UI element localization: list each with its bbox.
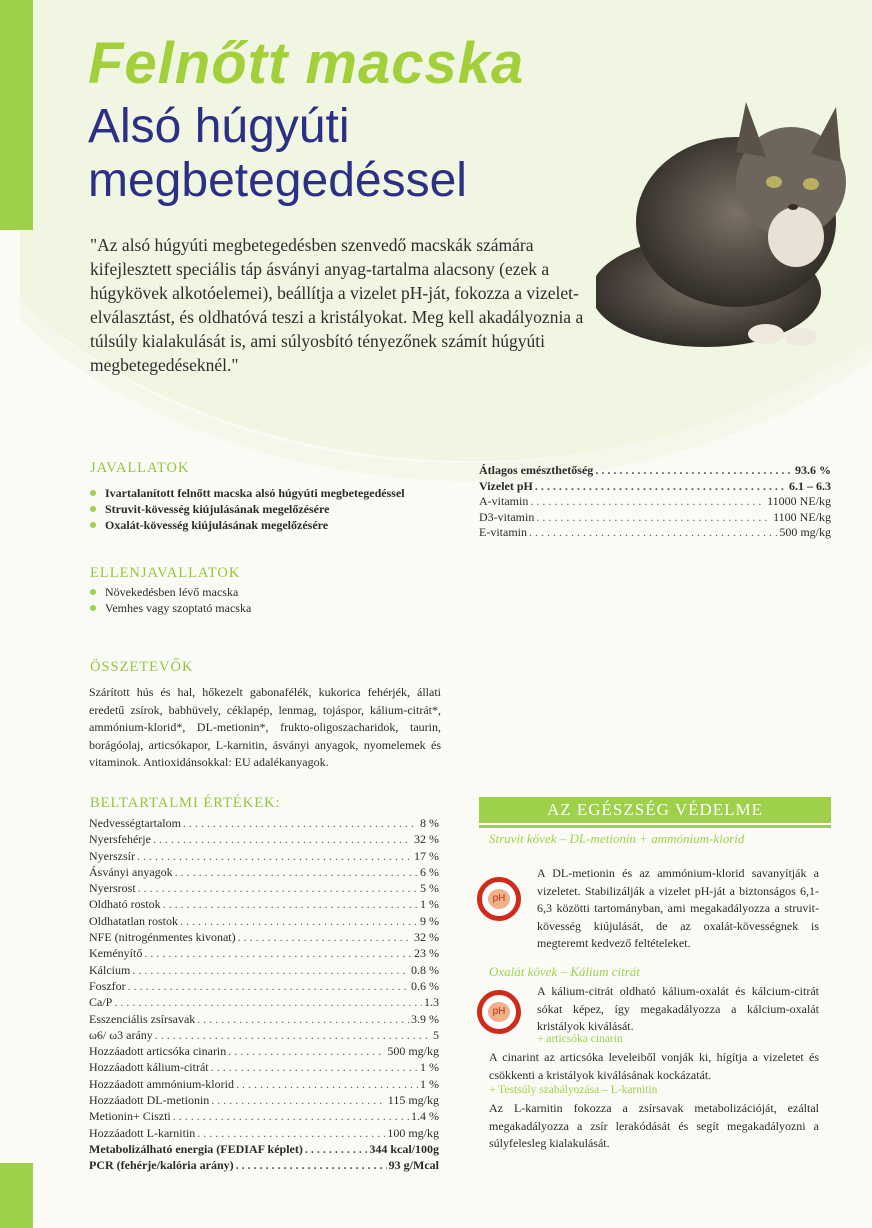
row-label: Hozzáadott L-karnitin bbox=[89, 1125, 196, 1140]
dot-leader bbox=[197, 1011, 409, 1027]
cat-photo bbox=[596, 62, 872, 362]
table-row bbox=[479, 479, 831, 495]
box-text4: Az L-karnitin fokozza a zsírsavak metabolizációját, ezáltal megakadályozza a zsír lerakódását és segít megakadályozni a súlyfelesleg kialakulását. bbox=[489, 1101, 819, 1150]
table-row bbox=[89, 880, 439, 896]
row-value: 11000 NE/kg bbox=[767, 494, 831, 508]
intro-quote: "Az alsó húgyúti megbetegedésben szenvedő macskák számára kifejlesztett speciális táp ásványi anyag-tartalma alacsony (ezek a húgykövek alkotóelemei), beállítja a vizelet pH-ját, fokozza a vizelet-elválasztást, és oldhatóvá teszi a kristályokat. Meg kell akadályoznia a túlsúly kialakulását is, ami súlyosbító tényezőnek számít húgyúti megbetegedéseknél." bbox=[90, 235, 584, 375]
list-item: Oxalát-kövesség kiújulásának megelőzésére bbox=[89, 517, 449, 533]
left-accent-bar-bottom bbox=[0, 1163, 33, 1228]
row-value: 9 % bbox=[420, 913, 439, 928]
jav-heading: JAVALLATOK bbox=[90, 460, 190, 476]
list-item: Struvit-kövesség kiújulásának megelőzésére bbox=[89, 501, 449, 517]
box-sub1: Struvit kövek – DL-metionin + ammónium-klorid bbox=[489, 831, 745, 846]
row-value: 3.9 % bbox=[411, 1011, 439, 1026]
table-row bbox=[89, 1011, 439, 1027]
dot-leader bbox=[197, 1125, 385, 1141]
table-row bbox=[89, 929, 439, 945]
table-row bbox=[89, 962, 439, 978]
dot-leader bbox=[137, 848, 412, 864]
dot-leader bbox=[536, 510, 771, 526]
rates-list bbox=[479, 463, 831, 541]
table-row bbox=[89, 864, 439, 880]
dot-leader bbox=[173, 1108, 409, 1124]
dot-leader bbox=[132, 962, 409, 978]
row-label: ω6/ ω3 arány bbox=[89, 1027, 153, 1042]
ph-icon: pH bbox=[477, 990, 521, 1034]
dot-leader bbox=[175, 864, 418, 880]
box-text2: A kálium-citrát oldható kálium-oxalát és kálcium-citrát sókat képez, így megakadályozza a kálcium-oxalát kristályok kiválását. bbox=[537, 984, 819, 1033]
table-row bbox=[89, 1076, 439, 1092]
ph-icon: pH bbox=[477, 877, 521, 921]
row-value: 32 % bbox=[414, 832, 439, 847]
dot-leader bbox=[211, 1092, 385, 1108]
row-value: 344 kcal/100g bbox=[369, 1141, 439, 1156]
row-label: PCR (fehérje/kalória arány) bbox=[89, 1158, 234, 1173]
dot-leader bbox=[183, 815, 418, 831]
dot-leader bbox=[228, 1043, 385, 1059]
row-value: 1 % bbox=[420, 897, 439, 912]
row-value: 32 % bbox=[414, 930, 439, 945]
row-value: 5 bbox=[433, 1027, 439, 1042]
row-label: E-vitamin bbox=[479, 525, 527, 539]
row-value: 93 g/Mcal bbox=[388, 1158, 439, 1173]
row-value: 0.8 % bbox=[411, 962, 439, 977]
dot-leader bbox=[211, 1059, 418, 1075]
row-label: Ca/P bbox=[89, 995, 113, 1010]
row-value: 8 % bbox=[420, 816, 439, 830]
divider bbox=[479, 825, 831, 828]
dot-leader bbox=[153, 831, 412, 847]
box-plus1: + articsóka cinarin bbox=[537, 1033, 623, 1045]
dot-leader bbox=[535, 479, 787, 495]
row-value: 5 % bbox=[420, 881, 439, 896]
dot-leader bbox=[138, 880, 418, 896]
row-value: 6 % bbox=[420, 864, 439, 879]
row-value: 1.3 bbox=[424, 995, 439, 1010]
table-row bbox=[89, 1108, 439, 1124]
dot-leader bbox=[529, 525, 777, 541]
table-row bbox=[89, 978, 439, 994]
row-label: Metabolizálható energia (FEDIAF képlet) bbox=[89, 1141, 303, 1156]
dot-leader bbox=[305, 1141, 367, 1157]
row-value: 1 % bbox=[420, 1076, 439, 1091]
row-label: Foszfor bbox=[89, 978, 126, 993]
ellen-list bbox=[89, 584, 449, 616]
row-label: Oldhatatlan rostok bbox=[89, 913, 178, 928]
row-value: 17 % bbox=[414, 848, 439, 863]
page-subtitle: Alsó húgyúti megbetegedéssel bbox=[88, 100, 467, 207]
ossz-text: Szárított hús és hal, hőkezelt gabonafélék, kukorica fehérjék, állati eredetű zsírok, babhüvely, céklapép, lenmag, tojáspor, kálium-citrát*, ammónium-klorid*, DL-metionin*, frukto-oligoszacharidok, taurin, borágóolaj, articsókapor, L-karnitin, ásványi anyagok, nyomelemek és vitaminok. Antioxidánsokkal: EU adalékanyagok. bbox=[89, 685, 441, 769]
row-label: Hozzáadott kálium-citrát bbox=[89, 1060, 209, 1075]
bel-heading: BELTARTALMI ÉRTÉKEK: bbox=[90, 795, 281, 811]
row-value: 115 mg/kg bbox=[387, 1093, 439, 1108]
row-label: Esszenciális zsírsavak bbox=[89, 1011, 196, 1026]
dot-leader bbox=[144, 945, 412, 961]
row-value: 500 mg/kg bbox=[387, 1044, 439, 1059]
bel-table bbox=[89, 815, 439, 1174]
dot-leader bbox=[530, 494, 765, 510]
table-row bbox=[89, 945, 439, 961]
row-value: 23 % bbox=[414, 946, 439, 961]
row-label: Hozzáadott DL-metionin bbox=[89, 1093, 210, 1108]
table-row bbox=[479, 494, 831, 510]
jav-list bbox=[89, 485, 449, 533]
row-value: 93.6 % bbox=[795, 463, 831, 477]
dot-leader bbox=[128, 978, 409, 994]
row-label: A-vitamin bbox=[479, 494, 529, 508]
row-label: Ásványi anyagok bbox=[89, 864, 173, 879]
dot-leader bbox=[236, 1076, 418, 1092]
row-value: 100 mg/kg bbox=[387, 1125, 439, 1140]
row-value: 1100 NE/kg bbox=[773, 509, 831, 524]
row-label: Nyersfehérje bbox=[89, 832, 151, 847]
box-text3: A cinarint az articsóka leveleiből vonják ki, hígítja a vizeletet és csökkenti a kristályok kiválásának kockázatát. bbox=[489, 1050, 819, 1082]
table-row bbox=[89, 1125, 439, 1141]
table-row bbox=[479, 510, 831, 526]
row-label: Keményítő bbox=[89, 946, 143, 961]
table-row bbox=[89, 1059, 439, 1075]
box-plus2: + Testsúly szabályozása – L-karnitin bbox=[489, 1084, 658, 1096]
list-item: Vemhes vagy szoptató macska bbox=[89, 600, 449, 616]
health-box-heading: AZ EGÉSZSÉG VÉDELME bbox=[479, 797, 831, 823]
row-value: 1.4 % bbox=[411, 1109, 439, 1124]
row-label: Metionin+ Ciszti bbox=[89, 1109, 171, 1124]
table-row bbox=[89, 896, 439, 912]
row-label: Hozzáadott articsóka cinarin bbox=[89, 1044, 227, 1059]
row-label: Hozzáadott ammónium-klorid bbox=[89, 1076, 234, 1091]
row-label: Nyerszsír bbox=[89, 848, 135, 863]
table-row bbox=[89, 1043, 439, 1059]
table-row bbox=[89, 1092, 439, 1108]
row-label: Oldható rostok bbox=[89, 897, 161, 912]
table-row bbox=[89, 831, 439, 847]
table-row bbox=[89, 1141, 439, 1157]
table-row bbox=[479, 463, 831, 479]
row-label: Nedvességtartalom bbox=[89, 816, 181, 830]
list-item: Ivartalanított felnőtt macska alsó húgyúti megbetegedéssel bbox=[89, 485, 449, 501]
ossz-heading: ÖSSZETEVŐK bbox=[90, 659, 194, 675]
dot-leader bbox=[595, 463, 793, 479]
box-text1: A DL-metionin és az ammónium-klorid savanyítják a vizeletet. Stabilizálják a vizelet pH-ját a biztonságos 6,1-6,3 közötti tartományban, ami megakadályozza a struvit-kövesség kiújulását, de az oxalát-kövességnek is megteremt kedvező feltételeket. bbox=[537, 866, 819, 950]
dot-leader bbox=[236, 1157, 387, 1173]
row-label: Vizelet pH bbox=[479, 478, 533, 493]
ellen-heading: ELLENJAVALLATOK bbox=[90, 565, 241, 581]
dot-leader bbox=[238, 929, 412, 945]
row-label: NFE (nitrogénmentes kivonat) bbox=[89, 930, 236, 945]
dot-leader bbox=[114, 994, 422, 1010]
dot-leader bbox=[163, 896, 418, 912]
table-row bbox=[89, 913, 439, 929]
box-sub2: Oxalát kövek – Kálium citrát bbox=[489, 964, 640, 979]
page-title: Felnőtt macska bbox=[88, 31, 525, 96]
row-label: Nyersrost bbox=[89, 881, 136, 896]
dot-leader bbox=[155, 1027, 431, 1043]
row-value: 0.6 % bbox=[411, 978, 439, 993]
row-label: D3-vitamin bbox=[479, 509, 535, 524]
table-row bbox=[89, 994, 439, 1010]
left-accent-bar-top bbox=[0, 0, 33, 230]
row-value: 1 % bbox=[420, 1060, 439, 1075]
list-item: Növekedésben lévő macska bbox=[89, 584, 449, 600]
table-row bbox=[479, 525, 831, 541]
row-label: Átlagos emészthetőség bbox=[479, 463, 594, 477]
table-row bbox=[89, 848, 439, 864]
table-row bbox=[89, 815, 439, 831]
row-label: Kálcium bbox=[89, 962, 131, 977]
dot-leader bbox=[180, 913, 418, 929]
row-value: 500 mg/kg bbox=[779, 525, 831, 539]
table-row bbox=[89, 1027, 439, 1043]
row-value: 6.1 – 6.3 bbox=[789, 478, 831, 493]
table-row bbox=[89, 1157, 439, 1173]
health-box bbox=[479, 797, 831, 1166]
